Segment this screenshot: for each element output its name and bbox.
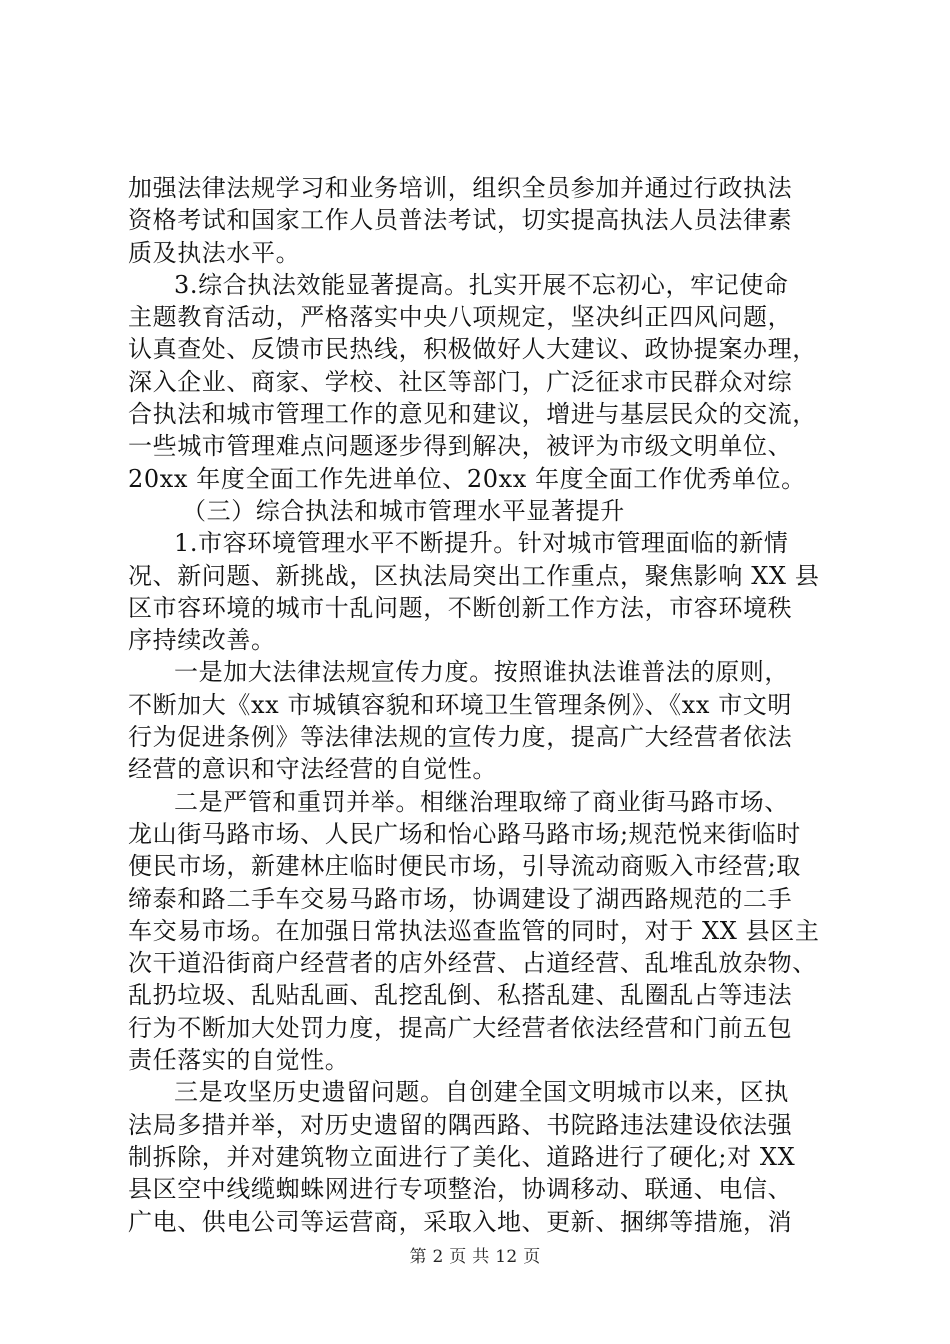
- text-line: 质及执法水平。: [128, 238, 301, 267]
- text-line: 认真查处、反馈市民热线，积极做好人大建议、政协提案办理，: [128, 335, 817, 364]
- text-line: 行为促进条例》等法律法规的宣传力度，提高广大经营者依法: [128, 723, 793, 752]
- text-line: 龙山街马路市场、人民广场和怡心路马路市场;规范悦来街临时: [128, 819, 801, 848]
- text-line: 次干道沿街商户经营者的店外经营、占道经营、乱堆乱放杂物、: [128, 949, 817, 978]
- text-line: 序持续改善。: [128, 626, 276, 655]
- text-line: 法局多措并举，对历史遗留的隅西路、书院路违法建设依法强: [128, 1110, 793, 1139]
- text-line: 主题教育活动，严格落实中央八项规定，坚决纠正四风问题，: [128, 303, 793, 332]
- text-line: 便民市场，新建林庄临时便民市场，引导流动商贩入市经营;取: [128, 852, 801, 881]
- text-line: 行为不断加大处罚力度，提高广大经营者依法经营和门前五包: [128, 1013, 793, 1042]
- text-line: 车交易市场。在加强日常执法巡查监管的同时，对于 XX 县区主: [128, 916, 820, 945]
- text-line: 加强法律法规学习和业务培训，组织全员参加并通过行政执法: [128, 174, 793, 202]
- text-line: 况、新问题、新挑战，区执法局突出工作重点，聚焦影响 XX 县: [128, 561, 820, 590]
- paragraph-start-line: 三是攻坚历史遗留问题。自创建全国文明城市以来，区执: [174, 1078, 789, 1107]
- text-line: 责任落实的自觉性。: [128, 1046, 350, 1075]
- text-line: 缔泰和路二手车交易马路市场，协调建设了湖西路规范的二手: [128, 884, 793, 913]
- text-line: 一些城市管理难点问题逐步得到解决，被评为市级文明单位、: [128, 432, 793, 461]
- text-line: 区市容环境的城市十乱问题，不断创新工作方法，市容环境秩: [128, 593, 793, 622]
- text-line: 制拆除，并对建筑物立面进行了美化、道路进行了硬化;对 XX: [128, 1142, 796, 1171]
- text-line: 20xx 年度全面工作先进单位、20xx 年度全面工作优秀单位。: [128, 464, 806, 493]
- text-line: 县区空中线缆蜘蛛网进行专项整治，协调移动、联通、电信、: [128, 1175, 793, 1204]
- section-heading: （三）综合执法和城市管理水平显著提升: [182, 496, 625, 525]
- paragraph-start-line: 一是加大法律法规宣传力度。按照谁执法谁普法的原则，: [174, 658, 789, 687]
- paragraph-start-line: 1.市容环境管理水平不断提升。针对城市管理面临的新情: [174, 529, 789, 558]
- text-line: 深入企业、商家、学校、社区等部门，广泛征求市民群众对综: [128, 367, 793, 396]
- text-line: 不断加大《xx 市城镇容貌和环境卫生管理条例》、《xx 市文明: [128, 690, 792, 719]
- page-footer: 第 2 页 共 12 页: [409, 1247, 541, 1267]
- text-line: 经营的意识和守法经营的自觉性。: [128, 755, 497, 784]
- text-line: 资格考试和国家工作人员普法考试，切实提高执法人员法律素: [128, 206, 793, 235]
- text-line: 乱扔垃圾、乱贴乱画、乱挖乱倒、私搭乱建、乱圈乱占等违法: [128, 981, 793, 1010]
- body-text: [128, 172, 828, 1238]
- text-line: 合执法和城市管理工作的意见和建议，增进与基层民众的交流，: [128, 400, 817, 429]
- paragraph-start-line: 二是严管和重罚并举。相继治理取缔了商业街马路市场、: [174, 787, 789, 816]
- paragraph-start-line: 3.综合执法效能显著提高。扎实开展不忘初心，牢记使命: [174, 270, 789, 299]
- text-line: 广电、供电公司等运营商，采取入地、更新、捆绑等措施，消: [128, 1207, 793, 1236]
